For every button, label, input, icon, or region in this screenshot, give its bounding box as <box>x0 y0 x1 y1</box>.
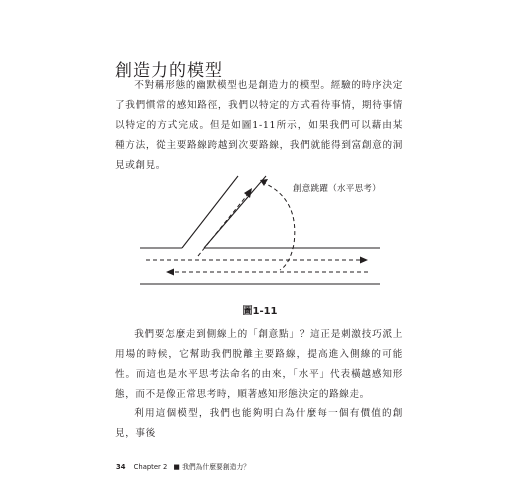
figure-label: 創意跳躍（水平思考） <box>293 184 382 194</box>
paragraph-1: 不對稱形態的幽默模型也是創造力的模型。經驗的時序決定了我們慣常的感知路徑，我們以特定的方式看待事情，期待事情以特定的方式完成。但是如圖1-11所示，如果我們可以藉由某種方法，從主要路線跨越到次要路線，我們就能得到富創意的洞見或創見。 <box>115 80 403 171</box>
creative-leap-arrow <box>260 179 268 186</box>
lateral-return-arrow <box>166 269 174 276</box>
figure-caption: 圖1-11 <box>242 306 278 317</box>
main-path-forward-arrow <box>360 257 368 264</box>
footer-separator: ■ <box>173 463 180 471</box>
section-title: 創造力的模型 <box>115 61 223 81</box>
page-footer <box>116 461 250 471</box>
chapter-title: 我們為什麼要創造力？ <box>182 463 251 471</box>
creative-leap-arc <box>262 182 295 270</box>
page-number: 34 <box>116 463 126 471</box>
paragraph-2: 我們要怎麼走到側線上的「創意點」？這正是刺激技巧派上用場的時候，它幫助我們脫離主要路線，提高進入側線的可能性。而這也是水平思考法命名的由來，「水平」代表橫越感知形態，而不是像正常思考時，順著感知形態決定的路線走。 <box>115 329 403 400</box>
paragraph-3: 利用這個模型，我們也能夠明白為什麼每一個有價值的創見，事後 <box>115 408 403 439</box>
chapter-label: Chapter 2 <box>133 463 168 471</box>
branch-outer-line <box>182 176 238 248</box>
